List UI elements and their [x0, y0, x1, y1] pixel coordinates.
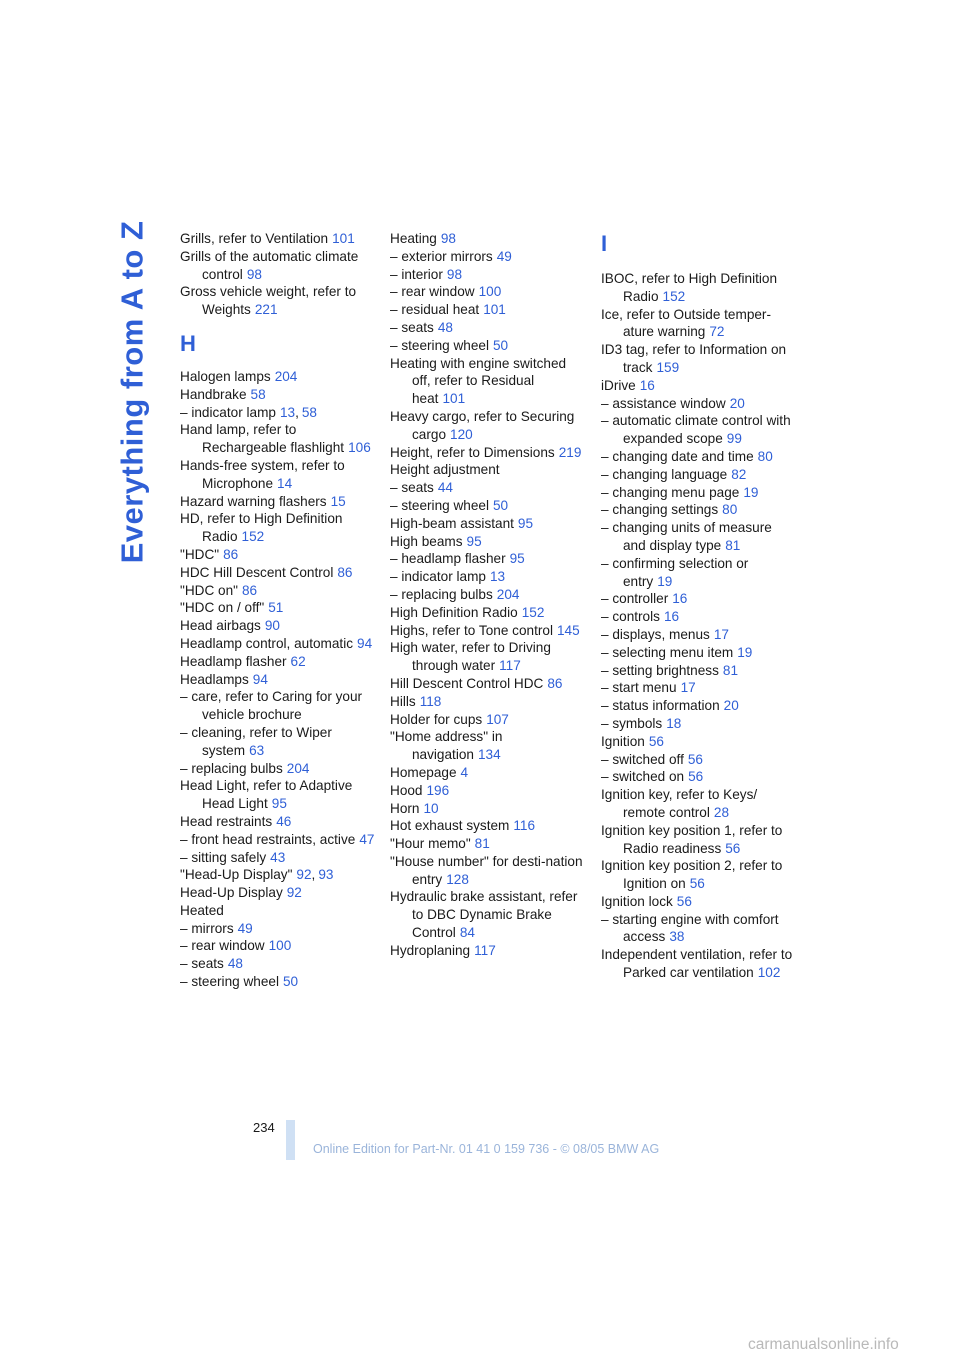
- page-reference-link[interactable]: 152: [662, 288, 686, 304]
- index-entry-text: – changing menu page: [601, 484, 740, 500]
- index-entry-text: Highs, refer to Tone control: [390, 622, 553, 638]
- index-entry: [390, 444, 586, 462]
- index-entry-text: High water, refer to Driving through water: [390, 640, 551, 674]
- index-entry-text: – interior: [390, 266, 443, 282]
- page-ref-separator: ,: [295, 404, 299, 420]
- index-entry-text: HD, refer to High Definition Radio: [180, 511, 343, 545]
- index-entry: [390, 711, 586, 729]
- index-entry: [601, 733, 797, 751]
- index-column-3: [601, 230, 797, 982]
- page-reference-link[interactable]: 95: [509, 551, 525, 567]
- index-entry: [180, 457, 376, 493]
- index-entry: [390, 283, 586, 301]
- index-entry-text: Hot exhaust system: [390, 818, 510, 834]
- index-entry-text: Heated: [180, 902, 224, 918]
- page-reference-link[interactable]: 50: [493, 337, 509, 353]
- page-reference-link[interactable]: 50: [283, 974, 299, 990]
- page-reference-link[interactable]: 56: [648, 733, 664, 749]
- index-entry: [390, 728, 586, 764]
- index-entry-text: – replacing bulbs: [180, 760, 283, 776]
- page-reference-link[interactable]: 204: [286, 760, 310, 776]
- page-reference-link[interactable]: 16: [639, 377, 655, 393]
- index-entry-text: – exterior mirrors: [390, 248, 493, 264]
- page-reference-link[interactable]: 17: [680, 680, 696, 696]
- index-entry-text: Head restraints: [180, 813, 273, 829]
- index-entry-text: Hands-free system, refer to Microphone: [180, 457, 345, 491]
- index-entry: [390, 337, 586, 355]
- index-entry: [601, 946, 797, 982]
- page-reference-link[interactable]: 19: [743, 484, 759, 500]
- page-reference-link[interactable]: 86: [242, 582, 258, 598]
- page-reference-link[interactable]: 94: [357, 635, 373, 651]
- page-reference-link[interactable]: 82: [731, 466, 747, 482]
- page-reference-link[interactable]: 145: [556, 622, 580, 638]
- index-entry: [180, 760, 376, 778]
- index-entry: [180, 973, 376, 991]
- index-entry: [180, 510, 376, 546]
- index-entry: [390, 533, 586, 551]
- index-entry: [390, 586, 586, 604]
- index-entry: [390, 675, 586, 693]
- page-reference-link[interactable]: 80: [722, 502, 738, 518]
- index-entry: [601, 697, 797, 715]
- page-reference-link[interactable]: 101: [483, 302, 506, 318]
- index-entry: [601, 751, 797, 769]
- page-reference-link[interactable]: 100: [478, 284, 502, 300]
- watermark: carmanualsonline.info: [748, 1336, 899, 1353]
- index-entry-text: – assistance window: [601, 395, 726, 411]
- page-reference-link[interactable]: 117: [474, 942, 496, 958]
- index-entry: [601, 644, 797, 662]
- index-entry-text: High Definition Radio: [390, 604, 518, 620]
- index-entry-text: "House number" for desti-nation entry: [390, 853, 583, 887]
- index-entry: [180, 564, 376, 582]
- page-reference-link[interactable]: 81: [722, 662, 739, 678]
- index-column-2: [390, 230, 586, 960]
- index-entry-text: Hazard warning flashers: [180, 493, 327, 509]
- page-reference-link[interactable]: 107: [486, 711, 509, 727]
- index-entry-text: – controller: [601, 591, 669, 607]
- index-entry-text: IBOC, refer to High Definition Radio: [601, 271, 778, 304]
- index-entry-text: Height adjustment: [390, 462, 500, 478]
- page-reference-link[interactable]: 19: [737, 644, 753, 660]
- page-reference-link[interactable]: 48: [437, 319, 453, 335]
- index-entry: [180, 937, 376, 955]
- page-reference-link[interactable]: 56: [687, 751, 703, 767]
- page-reference-link[interactable]: 56: [676, 893, 692, 909]
- index-entry: [601, 590, 797, 608]
- page-reference-link[interactable]: 20: [729, 395, 745, 411]
- page-reference-link[interactable]: 106: [348, 440, 371, 456]
- page-reference-link[interactable]: 56: [689, 876, 705, 892]
- index-entry-text: Heating with engine switched off, refer to Residual heat: [390, 355, 567, 407]
- page-reference-link[interactable]: 80: [757, 448, 773, 464]
- index-entry: [390, 782, 586, 800]
- page-reference-link[interactable]: 17: [713, 626, 729, 642]
- index-entry: [601, 395, 797, 413]
- index-entry-text: – cleaning, refer to Wiper system: [180, 724, 332, 758]
- page-reference-link[interactable]: 18: [666, 715, 682, 731]
- footer-edition-note: Online Edition for Part-Nr. 01 41 0 159 736 - © 08/05 BMW AG: [313, 1142, 660, 1156]
- page-ref-separator: ,: [311, 867, 316, 883]
- index-entry-text: Heating: [390, 231, 437, 246]
- page-reference-link[interactable]: 86: [547, 675, 563, 691]
- page-reference-link[interactable]: 81: [474, 836, 490, 852]
- index-entry: [601, 911, 797, 947]
- index-entry-text: – starting engine with comfort access: [601, 911, 779, 945]
- page-reference-link[interactable]: 204: [496, 586, 520, 602]
- index-entry: [390, 817, 586, 835]
- page-reference-link[interactable]: 95: [517, 515, 534, 531]
- index-entry-text: – seats: [390, 480, 434, 496]
- index-entry: [601, 484, 797, 502]
- page-reference-link[interactable]: 16: [663, 609, 680, 625]
- index-entry-text: Hydroplaning: [390, 942, 471, 958]
- page-reference-link[interactable]: 72: [709, 324, 725, 340]
- index-entry-text: Ignition key position 2, refer to Ignition on: [601, 858, 783, 892]
- page-reference-link[interactable]: 92: [286, 885, 302, 901]
- index-entry-text: HDC Hill Descent Control: [180, 564, 334, 580]
- page-reference-link[interactable]: 92: [296, 867, 312, 883]
- index-entry-text: Independent ventilation, refer to Parked car ventilation: [601, 947, 793, 981]
- page-reference-link[interactable]: 13: [489, 569, 506, 585]
- index-entry: [180, 421, 376, 457]
- index-entry-text: – sitting safely: [180, 849, 267, 865]
- page-reference-link[interactable]: 14: [277, 475, 293, 491]
- index-entry-text: – status information: [601, 698, 720, 714]
- index-entry-text: – symbols: [601, 715, 663, 731]
- index-entry-text: – controls: [601, 609, 660, 625]
- index-entry-text: Ignition: [601, 733, 645, 749]
- index-entry: [390, 497, 586, 515]
- page-reference-link[interactable]: 90: [264, 618, 280, 634]
- index-entry: [601, 857, 797, 893]
- index-entry: [390, 461, 586, 479]
- page-reference-link[interactable]: 15: [330, 493, 346, 509]
- index-entry: [601, 501, 797, 519]
- index-entry-text: Grills of the automatic climate control: [180, 248, 359, 282]
- index-entry: [390, 355, 586, 408]
- page-reference-link[interactable]: 95: [466, 533, 482, 549]
- index-entry-text: Head Light, refer to Adaptive Head Light: [180, 778, 353, 812]
- index-entry-text: – indicator lamp: [180, 404, 276, 420]
- index-entry-text: Handbrake: [180, 386, 247, 402]
- index-entry: [390, 408, 586, 444]
- index-entry: [601, 786, 797, 822]
- page-reference-link[interactable]: 48: [227, 956, 243, 972]
- page-reference-link[interactable]: 100: [268, 938, 292, 954]
- index-entry: [601, 412, 797, 448]
- page-reference-link[interactable]: 101: [442, 391, 466, 407]
- page-reference-link[interactable]: 159: [656, 359, 680, 375]
- index-entry: [180, 599, 376, 617]
- index-entry-text: "Hour memo": [390, 836, 471, 852]
- index-entry: [180, 617, 376, 635]
- index-entry-text: Gross vehicle weight, refer to Weights: [180, 284, 357, 318]
- index-entry-text: "HDC on / off": [180, 600, 265, 616]
- page-reference-link[interactable]: 219: [558, 444, 582, 460]
- index-entry-text: Homepage: [390, 764, 457, 780]
- page-reference-link[interactable]: 117: [499, 658, 521, 674]
- page-reference-link[interactable]: 98: [446, 266, 463, 282]
- index-letter-heading: H: [180, 330, 196, 356]
- page-number: 234: [253, 1120, 275, 1135]
- index-entry: [390, 853, 586, 889]
- index-entry: [180, 902, 376, 920]
- index-entry-text: – indicator lamp: [390, 569, 486, 585]
- index-entry: [180, 920, 376, 938]
- index-entry-text: ID3 tag, refer to Information on track: [601, 342, 787, 375]
- page-reference-link[interactable]: 16: [672, 591, 688, 607]
- index-entry: [180, 884, 376, 902]
- index-entry: [601, 466, 797, 484]
- index-entry: [180, 831, 376, 849]
- page-reference-link[interactable]: 46: [276, 813, 292, 829]
- index-entry-text: – front head restraints, active: [180, 831, 356, 847]
- index-entry-text: – steering wheel: [180, 974, 279, 990]
- index-entry: [601, 679, 797, 697]
- index-entry-text: Head airbags: [180, 618, 261, 634]
- page-reference-link[interactable]: 118: [419, 693, 442, 709]
- page-reference-link[interactable]: 47: [359, 831, 375, 847]
- page-reference-link[interactable]: 38: [669, 929, 685, 945]
- page-reference-link[interactable]: 49: [496, 248, 512, 264]
- index-entry-text: Hill Descent Control HDC: [390, 675, 544, 691]
- index-entry: [601, 555, 797, 591]
- index-entry: [180, 724, 376, 760]
- index-entry: [601, 341, 797, 377]
- index-entry-text: "Head-Up Display": [180, 867, 293, 883]
- index-entry-text: – setting brightness: [601, 662, 719, 678]
- index-entry-text: – headlamp flasher: [390, 551, 506, 567]
- index-entry-text: – selecting menu item: [601, 644, 734, 660]
- index-entry-text: – automatic climate control with expanded scope: [601, 413, 791, 447]
- index-entry: [180, 546, 376, 564]
- index-entry-text: Halogen lamps: [180, 368, 271, 384]
- index-entry: [601, 768, 797, 786]
- index-entry-text: – switched off: [601, 751, 684, 767]
- index-entry: [601, 519, 797, 555]
- page-reference-link[interactable]: 152: [241, 529, 265, 545]
- page-reference-link[interactable]: 93: [318, 867, 334, 883]
- page-reference-link[interactable]: 62: [290, 653, 306, 669]
- index-entry-text: iDrive: [601, 377, 636, 393]
- page-reference-link[interactable]: 221: [254, 302, 278, 318]
- index-entry: [601, 306, 797, 342]
- index-entry-text: – start menu: [601, 680, 677, 696]
- side-section-title-text: Everything from A to Z: [114, 220, 150, 564]
- index-entry: [390, 568, 586, 586]
- index-entry: [180, 777, 376, 813]
- page-reference-link[interactable]: 152: [521, 604, 545, 620]
- page-reference-link[interactable]: 102: [757, 965, 781, 981]
- index-entry: [180, 493, 376, 511]
- page-reference-link[interactable]: 94: [252, 671, 268, 687]
- page-reference-link[interactable]: 58: [301, 404, 317, 420]
- index-entry: [601, 822, 797, 858]
- index-entry: [180, 283, 376, 319]
- index-entry-text: Horn: [390, 800, 420, 816]
- index-column-1: [180, 230, 376, 991]
- index-entry: [390, 515, 586, 533]
- page-reference-link[interactable]: 50: [493, 497, 509, 513]
- index-entry-text: – changing language: [601, 466, 728, 482]
- index-entry-text: High beams: [390, 533, 463, 549]
- index-entry: [180, 635, 376, 653]
- page-reference-link[interactable]: 44: [437, 480, 453, 496]
- page-reference-link[interactable]: 4: [460, 764, 469, 780]
- page-reference-link[interactable]: 196: [426, 782, 450, 798]
- page-reference-link[interactable]: 20: [723, 698, 739, 714]
- index-entry: [601, 377, 797, 395]
- index-entry: [390, 301, 586, 319]
- index-entry-text: Hills: [390, 693, 416, 709]
- footer-marker: [286, 1120, 295, 1160]
- index-entry-text: – switched on: [601, 769, 685, 785]
- index-entry-text: Headlamps: [180, 671, 249, 687]
- page-reference-link[interactable]: 134: [477, 747, 501, 763]
- index-entry: [601, 270, 797, 306]
- index-entry-text: – confirming selection or entry: [601, 555, 749, 589]
- index-entry: [180, 688, 376, 724]
- index-entry: [180, 866, 376, 884]
- index-entry-text: "HDC on": [180, 582, 238, 598]
- index-entry: [390, 622, 586, 640]
- page-reference-link[interactable]: 86: [337, 564, 353, 580]
- index-entry: [390, 550, 586, 568]
- page-reference-link[interactable]: 98: [440, 231, 456, 246]
- page-reference-link[interactable]: 98: [246, 266, 262, 282]
- page-reference-link[interactable]: 204: [274, 368, 298, 384]
- page-reference-link[interactable]: 116: [513, 818, 536, 834]
- index-entry-text: Ignition key position 1, refer to Radio readiness: [601, 822, 783, 856]
- index-entry: [390, 835, 586, 853]
- index-entry: [180, 955, 376, 973]
- index-entry-text: Headlamp control, automatic: [180, 635, 354, 651]
- index-entry-text: "HDC": [180, 546, 220, 562]
- index-entry-text: – seats: [180, 956, 224, 972]
- index-entry: [180, 582, 376, 600]
- side-section-title: [112, 220, 152, 564]
- index-entry: [390, 764, 586, 782]
- page-reference-link[interactable]: 43: [270, 849, 286, 865]
- index-entry: [601, 893, 797, 911]
- index-entry: [390, 942, 586, 960]
- index-entry-text: Grills, refer to Ventilation: [180, 231, 329, 246]
- index-entry: [390, 319, 586, 337]
- index-entry-text: Hydraulic brake assistant, refer to DBC Dynamic Brake Control: [390, 889, 578, 941]
- index-letter-heading: I: [601, 231, 608, 256]
- index-entry: [601, 608, 797, 626]
- index-entry: [601, 662, 797, 680]
- index-entry: [390, 800, 586, 818]
- page-reference-link[interactable]: 84: [459, 925, 475, 941]
- index-entry-text: – changing settings: [601, 502, 719, 518]
- page-reference-link[interactable]: 86: [223, 546, 239, 562]
- index-entry: [180, 386, 376, 404]
- page-reference-link[interactable]: 56: [688, 769, 704, 785]
- index-entry: [180, 230, 376, 248]
- index-entry: [180, 368, 376, 386]
- index-entry-text: – rear window: [180, 938, 265, 954]
- page-reference-link[interactable]: 56: [725, 840, 741, 856]
- page-reference-link[interactable]: 13: [279, 404, 296, 420]
- index-entry: [180, 813, 376, 831]
- index-entry: [390, 479, 586, 497]
- index-entry: [601, 448, 797, 466]
- index-entry-text: – changing units of measure and display type: [601, 520, 772, 553]
- index-entry: [390, 604, 586, 622]
- index-entry: [180, 671, 376, 689]
- index-entry: [390, 639, 586, 675]
- index-entry: [180, 248, 376, 284]
- index-entry-text: Hood: [390, 782, 423, 798]
- index-entry-text: Heavy cargo, refer to Securing cargo: [390, 408, 575, 442]
- page-reference-link[interactable]: 120: [450, 426, 473, 442]
- page-reference-link[interactable]: 95: [271, 796, 287, 812]
- page-reference-link[interactable]: 128: [446, 871, 469, 887]
- index-entry-text: – displays, menus: [601, 626, 710, 642]
- index-entry: [390, 248, 586, 266]
- page-reference-link[interactable]: 63: [249, 742, 265, 758]
- index-entry-text: Head-Up Display: [180, 885, 283, 901]
- index-entry: [601, 715, 797, 733]
- index-entry-text: Ice, refer to Outside temper-ature warning: [601, 306, 771, 340]
- page-reference-link[interactable]: 99: [726, 431, 742, 447]
- index-entry: [601, 626, 797, 644]
- index-entry-text: "Home address" in navigation: [390, 729, 503, 763]
- index-entry-text: High-beam assistant: [390, 515, 514, 531]
- index-entry-text: – rear window: [390, 284, 475, 300]
- page-reference-link[interactable]: 81: [725, 537, 741, 553]
- index-entry-text: – care, refer to Caring for your vehicle brochure: [180, 689, 363, 723]
- index-entry: [180, 849, 376, 867]
- page-reference-link[interactable]: 10: [423, 800, 439, 816]
- index-entry-text: Height, refer to Dimensions: [390, 444, 555, 460]
- index-entry-text: – steering wheel: [390, 497, 489, 513]
- page-reference-link[interactable]: 49: [237, 920, 253, 936]
- index-entry-text: – replacing bulbs: [390, 586, 493, 602]
- index-entry: [180, 404, 376, 422]
- index-entry-text: Ignition lock: [601, 893, 673, 909]
- index-entry-text: Hand lamp, refer to Rechargeable flashlight: [180, 422, 345, 456]
- index-entry: [390, 230, 586, 248]
- page-reference-link[interactable]: 28: [713, 804, 730, 820]
- page-reference-link[interactable]: 58: [250, 386, 266, 402]
- index-entry-text: Ignition key, refer to Keys/ remote control: [601, 787, 758, 820]
- index-entry-text: Headlamp flasher: [180, 653, 287, 669]
- index-entry: [390, 266, 586, 284]
- index-entry: [390, 888, 586, 941]
- index-entry-text: – seats: [390, 319, 434, 335]
- page-reference-link[interactable]: 51: [268, 600, 284, 616]
- page-reference-link[interactable]: 19: [657, 573, 673, 589]
- index-entry-text: – mirrors: [180, 920, 234, 936]
- index-entry-text: Holder for cups: [390, 711, 483, 727]
- page-reference-link[interactable]: 101: [332, 231, 355, 246]
- index-entry-text: – steering wheel: [390, 337, 489, 353]
- index-entry-text: – residual heat: [390, 302, 480, 318]
- index-entry: [390, 693, 586, 711]
- index-entry: [180, 653, 376, 671]
- index-entry-text: – changing date and time: [601, 448, 754, 464]
